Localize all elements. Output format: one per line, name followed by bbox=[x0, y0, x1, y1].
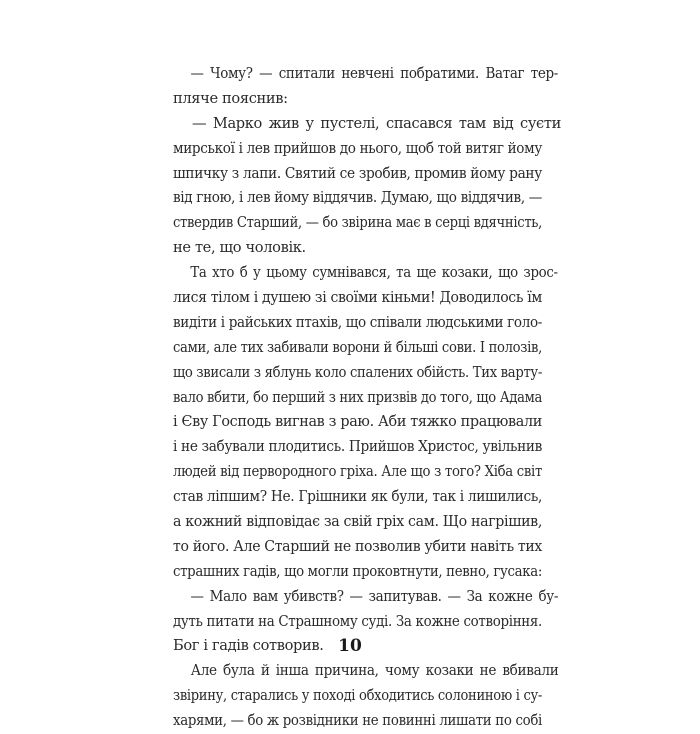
text-line: і не забували плодитись. Прийшов Христос, увільнив bbox=[173, 438, 543, 456]
text-line: і Єву Господь вигнав з раю. Аби тяжко працювали bbox=[173, 413, 542, 431]
text-line: від гною, і лев йому віддячив. Думаю, що віддячив, — bbox=[173, 189, 543, 207]
text-line: — Марко жив у пустелі, спасався там від суєти bbox=[191, 114, 561, 132]
text-line: Бог і гадів сотворив. bbox=[173, 637, 324, 655]
text-line: а кожний відповідає за свій гріх сам. Що нагрішив, bbox=[173, 513, 543, 531]
page-body-text bbox=[173, 62, 561, 734]
text-line: дуть питати на Страшному суді. За кожне сотворіння. bbox=[173, 612, 542, 630]
text-line: що звисали з яблунь коло спалених обійсть. Тих варту- bbox=[173, 363, 542, 381]
text-line: Але була й інша причина, чому козаки не вбивали bbox=[190, 662, 559, 680]
text-line: — Чому? — спитали невчені побратими. Ватаг тер- bbox=[190, 65, 559, 82]
text-line: то його. Але Старший не позволив убити навіть тих bbox=[173, 537, 543, 555]
text-line: видіти і райських птахів, що співали людськими голо- bbox=[173, 313, 542, 331]
text-line: сами, але тих забивали ворони й більші сови. І полозів, bbox=[173, 338, 542, 356]
text-line: Та хто б у цьому сумнівався, та ще козаки, що зрос- bbox=[190, 264, 558, 282]
text-line: не те, що чоловік. bbox=[173, 239, 306, 257]
text-line: став ліпшим? Не. Грішники як були, так і лишились, bbox=[173, 488, 543, 506]
text-line: пляче пояснив: bbox=[173, 89, 288, 107]
text-line: звірину, старались у поході обходитись солониною і су- bbox=[173, 687, 542, 705]
text-line: людей від первородного гріха. Але що з того? Хіба світ bbox=[173, 463, 542, 481]
page-number: 10 bbox=[338, 636, 362, 656]
text-line: харями, — бо ж розвідники не повинні лишати по собі bbox=[173, 712, 542, 730]
text-line: шпичку з лапи. Святий се зробив, промив йому рану bbox=[173, 164, 542, 182]
text-line: лися тілом і душею зі своїми кіньми! Доводилось їм bbox=[173, 289, 542, 307]
text-line: — Мало вам убивств? — запитував. — За кожне бу- bbox=[190, 587, 559, 605]
text-line: страшних гадів, що могли проковтнути, певно, гусака: bbox=[173, 562, 543, 580]
text-line: ствердив Старший, — бо звірина має в серці вдячність, bbox=[173, 214, 542, 232]
text-line: вало вбити, бо перший з них призвів до того, що Адама bbox=[173, 388, 543, 406]
text-line: мирської і лев прийшов до нього, щоб той витяг йому bbox=[173, 139, 543, 157]
